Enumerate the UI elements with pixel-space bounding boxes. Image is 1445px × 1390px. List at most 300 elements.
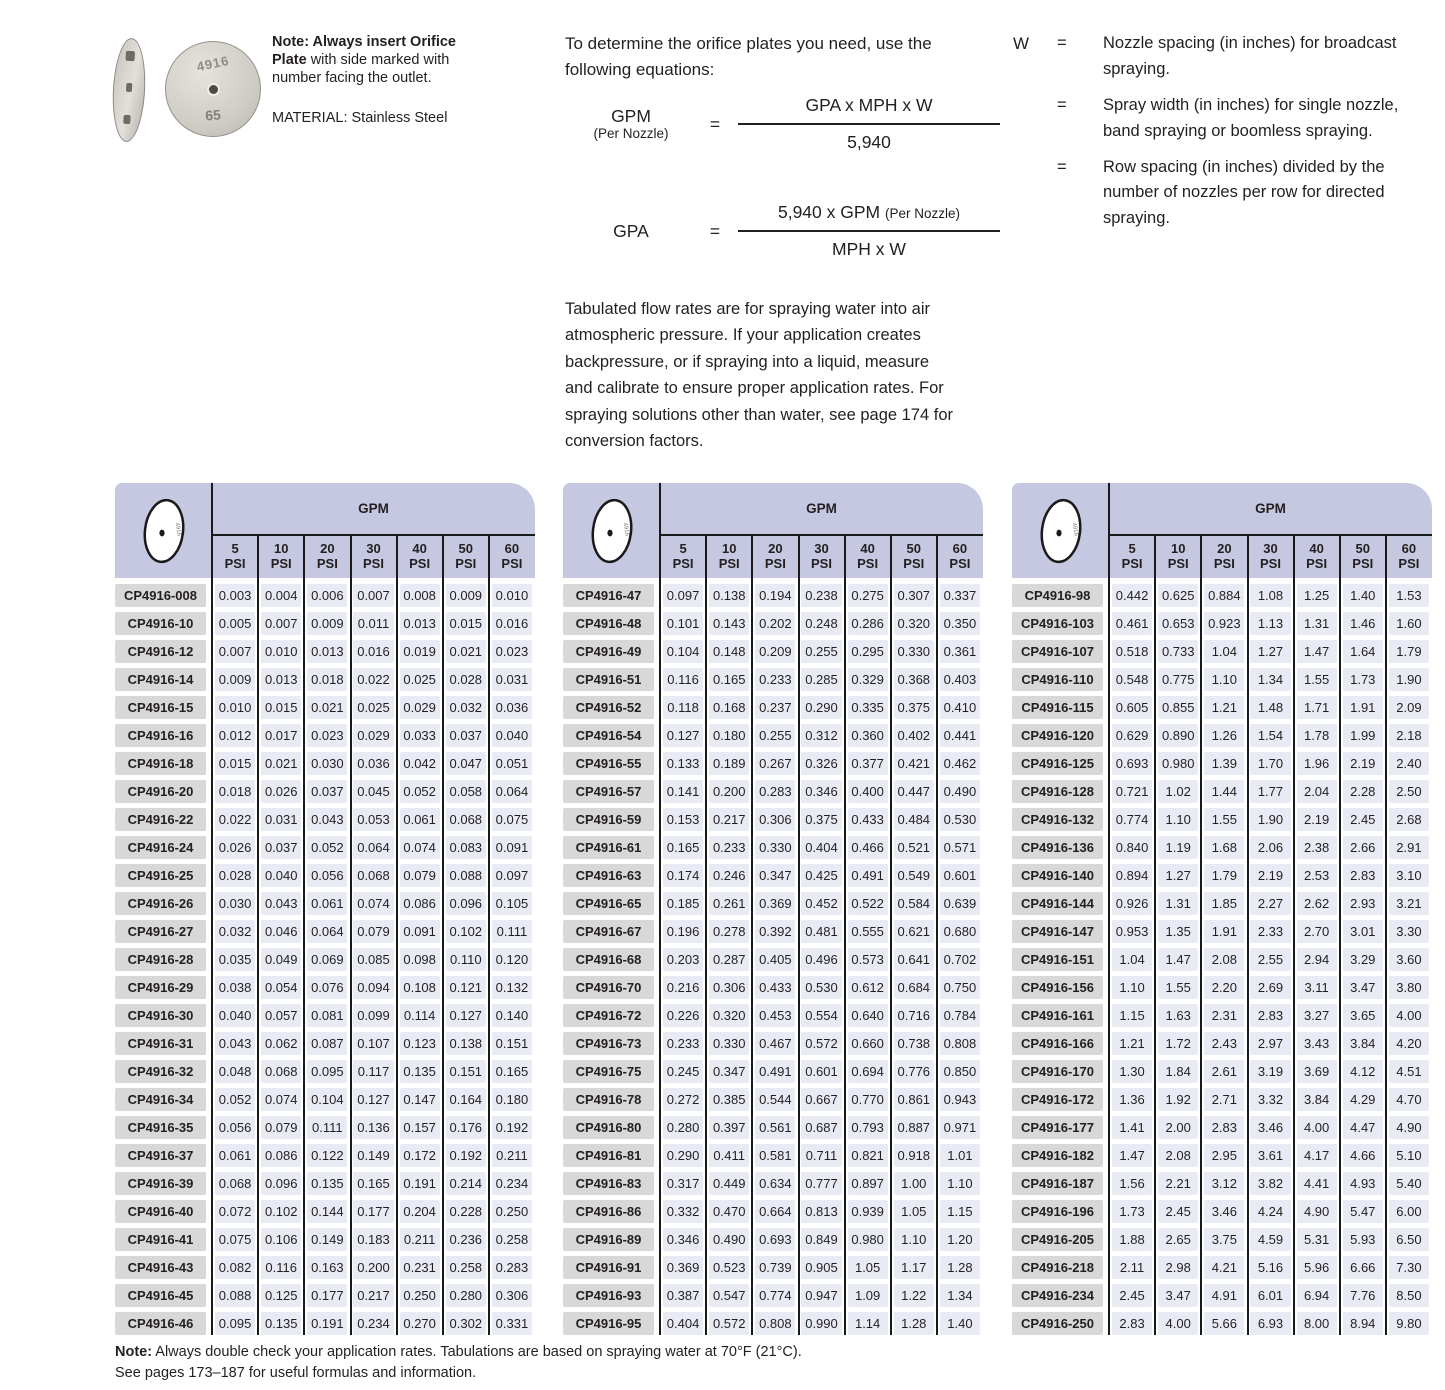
gpm-value: 0.295 (848, 640, 888, 663)
gpm-value: 0.033 (400, 724, 440, 747)
gpm-value: 0.079 (261, 1116, 301, 1139)
column-divider (396, 536, 398, 1335)
gpm-value: 0.923 (1204, 612, 1244, 635)
plate-id: CP4916-86 (563, 1200, 654, 1223)
gpm-value: 0.165 (709, 668, 749, 691)
gpm-value: 0.290 (801, 696, 841, 719)
plate-id: CP4916-43 (115, 1256, 206, 1279)
gpm-value: 0.387 (663, 1284, 703, 1307)
gpm-value: 0.774 (1112, 808, 1152, 831)
gpm-value: 0.346 (801, 780, 841, 803)
fraction-numerator (738, 202, 1000, 232)
w-symbol-spacer (1013, 93, 1057, 145)
gpm-value: 0.191 (400, 1172, 440, 1195)
gpm-value: 1.91 (1204, 920, 1244, 943)
w-definition-3: Row spacing (in inches) divided by the number of nozzles per row for directed spraying. (1103, 157, 1385, 228)
gpm-value: 1.48 (1250, 696, 1290, 719)
gpm-value: 0.114 (400, 1004, 440, 1027)
table-row (563, 948, 983, 971)
gpm-value: 0.466 (848, 836, 888, 859)
plate-id: CP4916-67 (563, 920, 654, 943)
gpm-value: 0.330 (894, 640, 934, 663)
gpm-value: 0.191 (307, 1312, 347, 1335)
gpm-value: 0.087 (307, 1032, 347, 1055)
gpm-value: 0.009 (215, 668, 255, 691)
gpm-value: 0.111 (307, 1116, 347, 1139)
gpm-value: 4.66 (1343, 1144, 1383, 1167)
table-row (563, 724, 983, 747)
table-row (563, 696, 983, 719)
insert-note (272, 34, 484, 88)
psi-column-header: 5 PSI (224, 541, 246, 571)
gpm-value: 0.046 (261, 920, 301, 943)
plate-id: CP4916-95 (563, 1312, 654, 1335)
gpm-value: 0.680 (940, 920, 980, 943)
gpm-value: 0.234 (492, 1172, 532, 1195)
gpm-value: 2.21 (1158, 1172, 1198, 1195)
gpm-value: 1.44 (1204, 780, 1244, 803)
gpm-value: 2.70 (1297, 920, 1337, 943)
gpm-value: 0.047 (446, 752, 486, 775)
gpm-value: 0.085 (353, 948, 393, 971)
gpm-value: 2.53 (1297, 864, 1337, 887)
gpm-value: 0.036 (492, 696, 532, 719)
column-divider (257, 536, 259, 1335)
gpm-value: 0.808 (940, 1032, 980, 1055)
gpm-value: 1.92 (1158, 1088, 1198, 1111)
plate-id: CP4916-83 (563, 1172, 654, 1195)
gpm-value: 0.280 (663, 1116, 703, 1139)
plate-id: CP4916-91 (563, 1256, 654, 1279)
plate-id: CP4916-26 (115, 892, 206, 915)
orifice-plate-front-photo (165, 41, 261, 137)
gpm-value: 0.102 (446, 920, 486, 943)
psi-column-header: 10 PSI (718, 541, 740, 571)
table-row (1012, 1004, 1432, 1027)
gpm-value: 0.086 (261, 1144, 301, 1167)
gpm-value: 0.045 (353, 780, 393, 803)
table-row (115, 1032, 535, 1055)
gpm-value: 1.10 (1158, 808, 1198, 831)
gpm-value: 0.140 (492, 1004, 532, 1027)
psi-column-header: 50 PSI (1352, 541, 1374, 571)
plate-id: CP4916-140 (1012, 864, 1103, 887)
table-row (563, 1144, 983, 1167)
table-row (1012, 724, 1432, 747)
gpm-value: 0.005 (215, 612, 255, 635)
gpm-value: 1.40 (940, 1312, 980, 1335)
gpm-value: 2.45 (1343, 808, 1383, 831)
psi-column-header: 60 PSI (1398, 541, 1420, 571)
gpm-value: 0.329 (848, 668, 888, 691)
table-row (563, 1032, 983, 1055)
psi-column-header: 5 PSI (672, 541, 694, 571)
gpm-value: 0.555 (848, 920, 888, 943)
gpm-value: 0.404 (663, 1312, 703, 1335)
table-row (563, 780, 983, 803)
psi-column-header: 40 PSI (857, 541, 879, 571)
gpm-value: 0.021 (446, 640, 486, 663)
gpm-value: 1.00 (894, 1172, 934, 1195)
gpm-value: 0.544 (755, 1088, 795, 1111)
gpm-value: 0.097 (663, 584, 703, 607)
gpm-value: 0.010 (261, 640, 301, 663)
gpm-value: 0.641 (894, 948, 934, 971)
table-row (563, 1060, 983, 1083)
orifice-plate-side-photo (110, 37, 147, 143)
gpm-value: 1.78 (1297, 724, 1337, 747)
gpm-value: 0.056 (215, 1116, 255, 1139)
plate-id: CP4916-170 (1012, 1060, 1103, 1083)
table-row (115, 1004, 535, 1027)
gpm-value: 0.581 (755, 1144, 795, 1167)
gpm-value: 0.306 (492, 1284, 532, 1307)
gpm-value: 0.400 (848, 780, 888, 803)
gpm-value: 4.12 (1343, 1060, 1383, 1083)
gpm-value: 0.496 (801, 948, 841, 971)
gpm-value: 0.189 (709, 752, 749, 775)
gpm-value: 0.196 (663, 920, 703, 943)
gpm-value: 0.116 (261, 1256, 301, 1279)
gpm-value: 0.117 (353, 1060, 393, 1083)
gpm-value: 0.660 (848, 1032, 888, 1055)
table-row (115, 696, 535, 719)
gpm-value: 0.738 (894, 1032, 934, 1055)
gpm-value: 0.312 (801, 724, 841, 747)
gpm-value: 0.280 (446, 1284, 486, 1307)
gpm-value: 1.27 (1158, 864, 1198, 887)
numerator-note: (Per Nozzle) (885, 206, 961, 221)
column-divider (659, 483, 661, 1335)
gpm-value: 0.091 (400, 920, 440, 943)
gpm-value: 0.793 (848, 1116, 888, 1139)
flow-table-3 (1012, 483, 1432, 1335)
gpm-value: 0.144 (307, 1200, 347, 1223)
table-row (1012, 668, 1432, 691)
table-row (563, 864, 983, 887)
plate-id: CP4916-144 (1012, 892, 1103, 915)
gpm-value: 2.00 (1158, 1116, 1198, 1139)
table-row (563, 640, 983, 663)
table-body (115, 584, 535, 1335)
gpm-value: 3.80 (1389, 976, 1429, 999)
gpm-value: 0.774 (755, 1284, 795, 1307)
column-divider (1154, 536, 1156, 1335)
column-divider (1247, 536, 1249, 1335)
gpm-value: 1.46 (1343, 612, 1383, 635)
table-row (115, 668, 535, 691)
gpm-value: 0.026 (261, 780, 301, 803)
gpm-value: 0.523 (709, 1256, 749, 1279)
gpm-value: 0.361 (940, 640, 980, 663)
equation-lhs-term: GPM (611, 106, 651, 127)
gpm-value: 4.90 (1297, 1200, 1337, 1223)
gpm-value: 0.433 (755, 976, 795, 999)
gpm-value: 1.02 (1158, 780, 1198, 803)
gpm-value: 3.12 (1204, 1172, 1244, 1195)
column-divider (488, 536, 490, 1335)
gpm-value: 0.048 (215, 1060, 255, 1083)
gpm-value: 0.640 (848, 1004, 888, 1027)
plate-id: CP4916-125 (1012, 752, 1103, 775)
table-row (563, 1256, 983, 1279)
gpm-value: 0.231 (400, 1256, 440, 1279)
gpm-value: 4.00 (1297, 1116, 1337, 1139)
gpm-value: 0.612 (848, 976, 888, 999)
gpm-value: 3.43 (1297, 1032, 1337, 1055)
gpm-value: 0.554 (801, 1004, 841, 1027)
gpm-value: 0.108 (400, 976, 440, 999)
gpm-value: 1.88 (1112, 1228, 1152, 1251)
gpm-value: 0.337 (940, 584, 980, 607)
gpm-value: 0.168 (709, 696, 749, 719)
gpm-value: 1.34 (940, 1284, 980, 1307)
gpm-value: 0.043 (261, 892, 301, 915)
equation-fraction (738, 202, 1000, 260)
table-row (115, 976, 535, 999)
gpm-value: 0.011 (353, 612, 393, 635)
numerator-text: 5,940 x GPM (777, 202, 881, 222)
plate-id: CP4916-27 (115, 920, 206, 943)
table-row (115, 892, 535, 915)
psi-column-header: 50 PSI (455, 541, 477, 571)
gpm-value: 2.06 (1250, 836, 1290, 859)
gpm-value: 0.346 (663, 1228, 703, 1251)
gpm-value: 0.255 (755, 724, 795, 747)
psi-column-header: 10 PSI (1167, 541, 1189, 571)
plate-id: CP4916-46 (115, 1312, 206, 1335)
gpm-value: 1.17 (894, 1256, 934, 1279)
column-divider (1339, 536, 1341, 1335)
table-row (563, 1172, 983, 1195)
plate-id: CP4916-59 (563, 808, 654, 831)
plate-id: CP4916-147 (1012, 920, 1103, 943)
gpm-value: 0.840 (1112, 836, 1152, 859)
table-row (563, 1004, 983, 1027)
table-row (1012, 696, 1432, 719)
gpm-header: GPM (1109, 483, 1432, 536)
table-row (1012, 1032, 1432, 1055)
gpm-value: 0.040 (492, 724, 532, 747)
gpm-value: 0.467 (755, 1032, 795, 1055)
gpm-value: 0.306 (755, 808, 795, 831)
plate-id: CP4916-22 (115, 808, 206, 831)
gpm-value: 0.246 (709, 864, 749, 887)
plate-id: CP4916-61 (563, 836, 654, 859)
plate-id: CP4916-55 (563, 752, 654, 775)
gpm-value: 0.098 (400, 948, 440, 971)
table-row (563, 1200, 983, 1223)
gpm-value: 1.01 (940, 1144, 980, 1167)
gpm-value: 0.028 (446, 668, 486, 691)
gpm-value: 0.015 (261, 696, 301, 719)
gpm-value: 0.980 (848, 1228, 888, 1251)
plate-id: CP4916-34 (115, 1088, 206, 1111)
plate-id: CP4916-103 (1012, 612, 1103, 635)
gpm-value: 0.079 (400, 864, 440, 887)
gpm-value: 0.141 (663, 780, 703, 803)
gpm-value: 0.127 (353, 1088, 393, 1111)
gpm-value: 0.068 (261, 1060, 301, 1083)
gpm-value: 1.28 (940, 1256, 980, 1279)
plate-id: CP4916-35 (115, 1116, 206, 1139)
gpm-value: 0.890 (1158, 724, 1198, 747)
plate-id: CP4916-196 (1012, 1200, 1103, 1223)
gpm-value: 0.068 (446, 808, 486, 831)
table-row (115, 920, 535, 943)
plate-id: CP4916-75 (563, 1060, 654, 1083)
gpm-value: 2.09 (1389, 696, 1429, 719)
gpm-value: 0.530 (801, 976, 841, 999)
gpm-value: 6.94 (1297, 1284, 1337, 1307)
gpm-value: 0.132 (492, 976, 532, 999)
table-row (1012, 920, 1432, 943)
gpm-value: 1.21 (1204, 696, 1244, 719)
gpm-value: 0.449 (709, 1172, 749, 1195)
column-divider (751, 536, 753, 1335)
gpm-value: 2.65 (1158, 1228, 1198, 1251)
plate-id: CP4916-78 (563, 1088, 654, 1111)
gpm-value: 0.433 (848, 808, 888, 831)
gpm-value: 0.102 (261, 1200, 301, 1223)
plate-id: CP4916-45 (115, 1284, 206, 1307)
gpm-value: 0.035 (215, 948, 255, 971)
gpm-value: 0.064 (492, 780, 532, 803)
gpm-value: 2.83 (1112, 1312, 1152, 1335)
gpm-value: 1.08 (1250, 584, 1290, 607)
gpm-value: 0.165 (353, 1172, 393, 1195)
gpm-value: 3.75 (1204, 1228, 1244, 1251)
gpm-value: 0.217 (709, 808, 749, 831)
gpm-value: 0.887 (894, 1116, 934, 1139)
gpm-value: 0.290 (663, 1144, 703, 1167)
plate-id: CP4916-14 (115, 668, 206, 691)
gpm-value: 3.01 (1343, 920, 1383, 943)
gpm-value: 0.375 (801, 808, 841, 831)
gpm-value: 0.021 (261, 752, 301, 775)
footer-line-2: See pages 173–187 for useful formulas and information. (115, 1365, 477, 1382)
gpm-value: 0.172 (400, 1144, 440, 1167)
table-header (212, 483, 535, 578)
gpm-value: 0.026 (215, 836, 255, 859)
gpm-value: 1.10 (1112, 976, 1152, 999)
gpm-value: 2.62 (1297, 892, 1337, 915)
equation-fraction (738, 95, 1000, 153)
gpm-value: 0.022 (353, 668, 393, 691)
gpm-value: 8.50 (1389, 1284, 1429, 1307)
gpm-value: 0.101 (663, 612, 703, 635)
gpm-value: 0.258 (492, 1228, 532, 1251)
gpm-value: 0.138 (446, 1032, 486, 1055)
table-row (563, 1284, 983, 1307)
equals-sign: = (1057, 34, 1067, 52)
gpm-value: 1.22 (894, 1284, 934, 1307)
plate-id: CP4916-63 (563, 864, 654, 887)
gpm-value: 0.029 (400, 696, 440, 719)
gpm-value: 0.088 (446, 864, 486, 887)
gpm-value: 3.82 (1250, 1172, 1290, 1195)
footer-note (115, 1342, 1035, 1384)
gpm-value: 0.022 (215, 808, 255, 831)
gpm-value: 3.65 (1343, 1004, 1383, 1027)
gpm-value: 0.174 (663, 864, 703, 887)
gpm-value: 0.013 (400, 612, 440, 635)
gpm-value: 1.21 (1112, 1032, 1152, 1055)
gpm-value: 0.849 (801, 1228, 841, 1251)
gpm-value: 1.15 (940, 1200, 980, 1223)
psi-column-header: 20 PSI (1213, 541, 1235, 571)
gpm-value: 0.030 (215, 892, 255, 915)
psi-column-header: 20 PSI (316, 541, 338, 571)
table-row (563, 584, 983, 607)
gpm-value: 2.69 (1250, 976, 1290, 999)
gpm-value: 1.91 (1343, 696, 1383, 719)
gpm-value: 0.147 (400, 1088, 440, 1111)
gpm-value: 3.84 (1343, 1032, 1383, 1055)
table-row (115, 1200, 535, 1223)
table-header (660, 483, 983, 578)
gpm-value: 1.15 (1112, 1004, 1152, 1027)
gpm-value: 0.653 (1158, 612, 1198, 635)
footer-line-1 (115, 1342, 1035, 1363)
plate-stamp-mark (126, 83, 132, 92)
plate-id: CP4916-24 (115, 836, 206, 859)
gpm-value: 0.250 (492, 1200, 532, 1223)
plate-id: CP4916-39 (115, 1172, 206, 1195)
table-row (1012, 1312, 1432, 1335)
gpm-value: 0.202 (755, 612, 795, 635)
table-row (1012, 976, 1432, 999)
gpm-value: 0.421 (894, 752, 934, 775)
orifice-hole (207, 83, 220, 96)
gpm-value: 0.107 (353, 1032, 393, 1055)
gpm-value: 4.90 (1389, 1116, 1429, 1139)
gpm-value: 0.639 (940, 892, 980, 915)
gpm-value: 0.397 (709, 1116, 749, 1139)
gpm-value: 0.052 (307, 836, 347, 859)
table-row (563, 920, 983, 943)
gpm-value: 0.016 (353, 640, 393, 663)
gpm-value: 0.052 (215, 1088, 255, 1111)
plate-id: CP4916-29 (115, 976, 206, 999)
psi-column-header: 50 PSI (903, 541, 925, 571)
gpm-value: 0.106 (261, 1228, 301, 1251)
table-row (1012, 948, 1432, 971)
gpm-value: 1.79 (1389, 640, 1429, 663)
gpm-value: 0.088 (215, 1284, 255, 1307)
equals-sign: = (1057, 157, 1067, 176)
gpm-value: 8.00 (1297, 1312, 1337, 1335)
gpm-value: 6.93 (1250, 1312, 1290, 1335)
gpm-value: 1.55 (1204, 808, 1244, 831)
gpm-value: 0.694 (848, 1060, 888, 1083)
gpm-value: 0.250 (400, 1284, 440, 1307)
gpm-value: 0.211 (400, 1228, 440, 1251)
table-row (563, 1312, 983, 1335)
flow-table-2 (563, 483, 983, 1335)
gpm-value: 0.074 (400, 836, 440, 859)
gpm-value: 2.83 (1343, 864, 1383, 887)
gpm-value: 5.10 (1389, 1144, 1429, 1167)
table-row (1012, 584, 1432, 607)
plate-id: CP4916-52 (563, 696, 654, 719)
gpm-value: 0.069 (307, 948, 347, 971)
gpm-value: 0.025 (400, 668, 440, 691)
gpm-value: 0.452 (801, 892, 841, 915)
gpm-value: 5.40 (1389, 1172, 1429, 1195)
gpm-value: 0.584 (894, 892, 934, 915)
gpm-value: 3.32 (1250, 1088, 1290, 1111)
